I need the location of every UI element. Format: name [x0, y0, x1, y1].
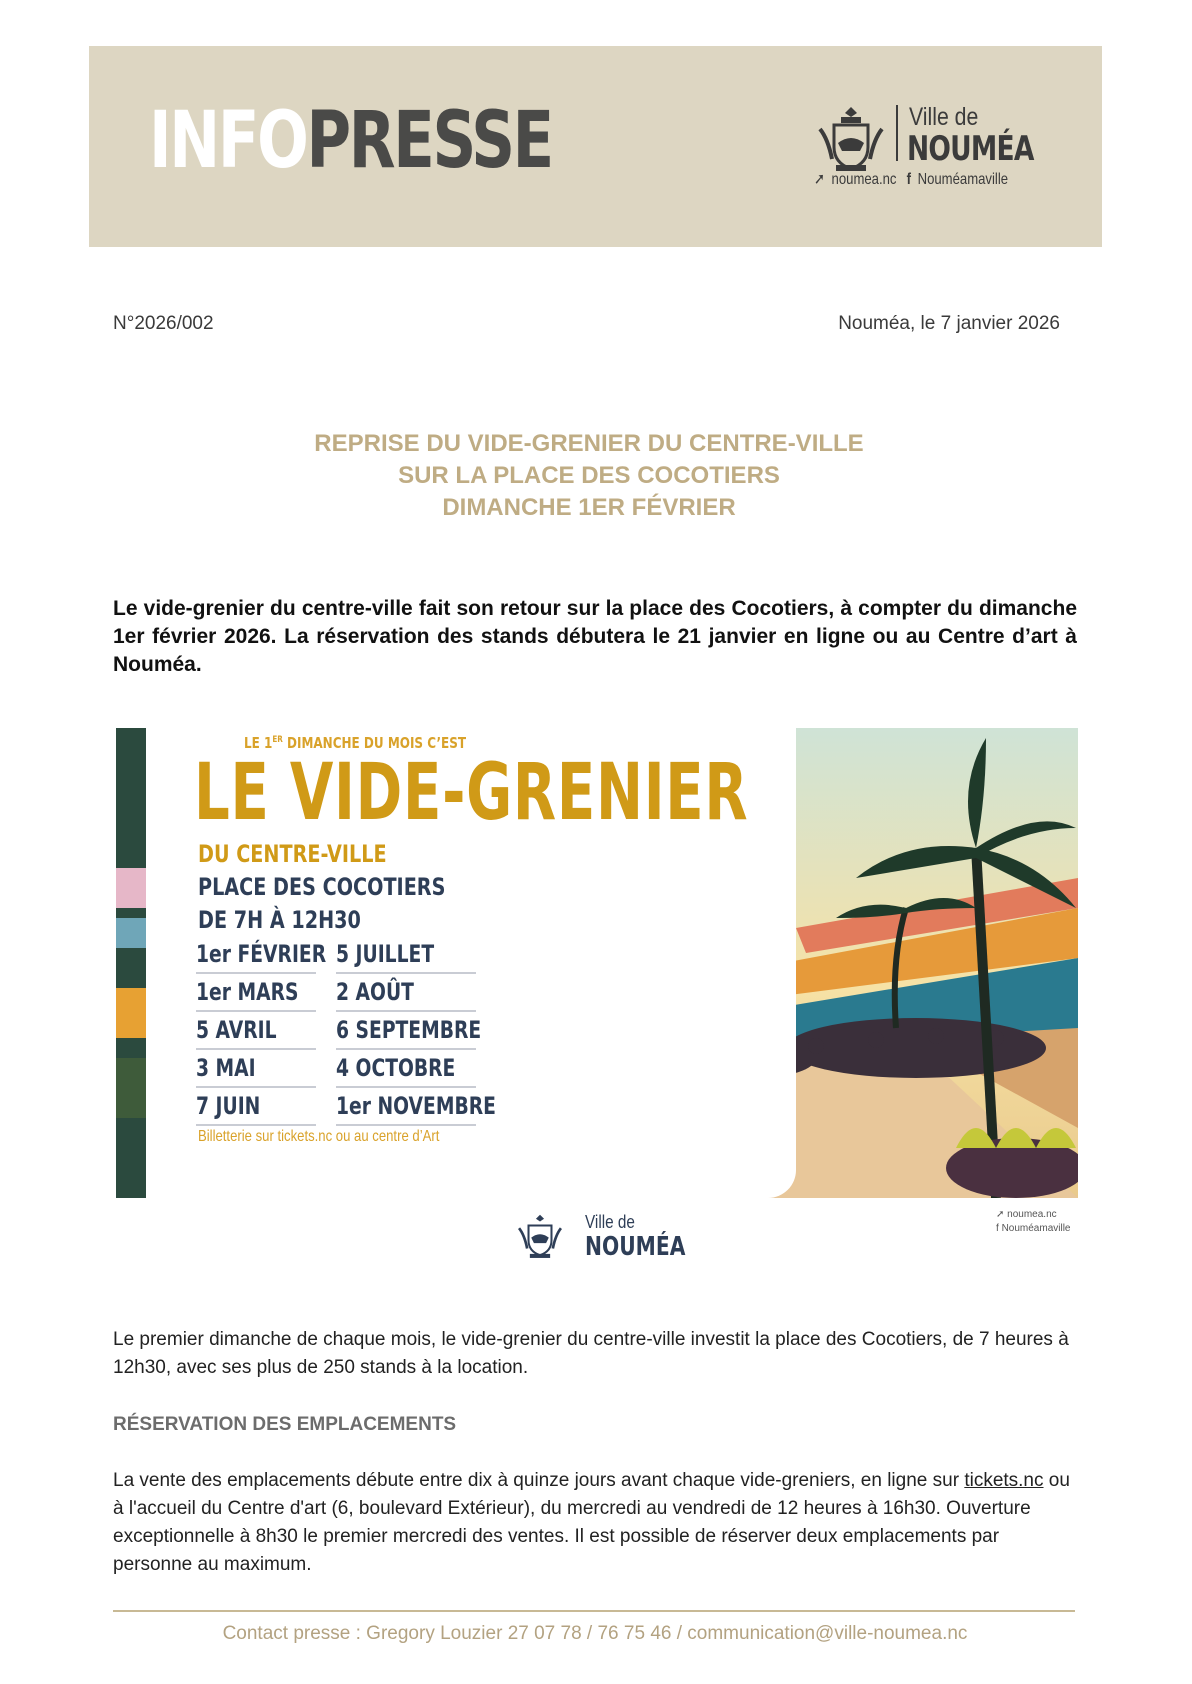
press-release-number: N°2026/002	[113, 313, 214, 334]
vide-grenier-poster	[116, 728, 1078, 1198]
logo-ville-de: Ville de	[909, 103, 979, 131]
title-line-1: REPRISE DU VIDE-GRENIER DU CENTRE-VILLE	[314, 430, 864, 457]
web-arrow-icon: ➚	[814, 171, 825, 188]
dates-row	[196, 978, 486, 1016]
press-release-title	[113, 428, 1065, 524]
brand-info: INFO	[149, 96, 307, 186]
poster-footer-web: ➚ noumea.nc	[996, 1209, 1057, 1220]
dates-row	[196, 940, 486, 978]
press-contact: Contact presse : Gregory Louzier 27 07 78 / 76 75 46 / communication@ville-noumea.nc	[222, 1623, 968, 1644]
poster-billetterie: Billetterie sur tickets.nc ou au centre d’Art	[198, 1128, 440, 1145]
info-presse-wordmark	[149, 96, 552, 186]
poster-dates-grid	[196, 940, 496, 1130]
poster-footer-ville: Ville de	[585, 1212, 635, 1232]
brand-presse: PRESSE	[306, 96, 552, 186]
title-line-2: SUR LA PLACE DES COCOTIERS	[398, 462, 780, 489]
p2-text-before: La vente des emplacements débute entre dix à quinze jours avant chaque vide-greniers, en ligne sur	[113, 1470, 965, 1491]
dates-row	[196, 1092, 496, 1130]
date-cell: 7 JUIN	[196, 1092, 316, 1126]
date-cell: 1er NOVEMBRE	[336, 1092, 476, 1126]
poster-footer-logo	[515, 1212, 705, 1266]
date-cell: 1er MARS	[196, 978, 316, 1012]
poster-subtitle-centre-ville: DU CENTRE-VILLE	[198, 840, 387, 868]
p2-text-after: ou à l'accueil du Centre d'art (6, boulevard Extérieur), du mercredi au vendredi de 12 heures à 16h30. Ouverture exceptionnelle à 8h30 le premier mercredi des ventes. Il est possible de réserver deux emplacements par personne au maximum.	[113, 1470, 1070, 1575]
date-cell: 2 AOÛT	[336, 978, 476, 1012]
date-cell: 6 SEPTEMBRE	[336, 1016, 476, 1050]
footer-divider	[113, 1610, 1075, 1612]
poster-hours: DE 7H À 12H30	[198, 906, 361, 934]
date-cell: 3 MAI	[196, 1054, 316, 1088]
poster-footer-noumea: NOUMÉA	[585, 1232, 686, 1262]
facebook-icon: f	[906, 171, 912, 188]
dates-row	[196, 1054, 486, 1092]
press-release-date: Nouméa, le 7 janvier 2026	[838, 313, 1060, 334]
poster-kicker-sup: ER	[272, 735, 283, 745]
logo-facebook-link[interactable]: Nouméamaville	[917, 171, 1009, 188]
header-banner	[89, 46, 1102, 247]
ville-de-noumea-logo	[814, 101, 1084, 191]
section-heading-reservation: RÉSERVATION DES EMPLACEMENTS	[113, 1414, 457, 1435]
logo-separator	[896, 105, 898, 161]
poster-kicker-suffix: DIMANCHE DU MOIS C’EST	[282, 734, 467, 752]
title-line-3: DIMANCHE 1ER FÉVRIER	[442, 494, 736, 521]
date-cell: 5 JUILLET	[336, 940, 476, 974]
lead-paragraph: Le vide-grenier du centre-ville fait son retour sur la place des Cocotiers, à compter du dimanche 1er février 2026. La réservation des stands débutera le 21 janvier en ligne ou au Centre d’art à Nouméa.	[113, 597, 1077, 676]
date-cell: 4 OCTOBRE	[336, 1054, 476, 1088]
poster-footer-social	[996, 1208, 1070, 1236]
dates-row	[196, 1016, 486, 1054]
poster-footer-fb: f Nouméamaville	[996, 1223, 1071, 1234]
poster-text-card	[146, 728, 796, 1198]
body-paragraph-2	[113, 1467, 1077, 1579]
logo-social-links	[814, 169, 1015, 189]
poster-location: PLACE DES COCOTIERS	[198, 873, 446, 901]
poster-headline: LE VIDE-GRENIER	[194, 748, 749, 838]
logo-noumea: NOUMÉA	[907, 129, 1034, 169]
logo-web-link[interactable]: noumea.nc	[831, 171, 897, 188]
poster-kicker-prefix: LE 1	[244, 734, 273, 752]
noumea-crest-icon	[515, 1212, 565, 1262]
noumea-crest-icon	[814, 103, 888, 177]
date-cell: 5 AVRIL	[196, 1016, 316, 1050]
tickets-link[interactable]: tickets.nc	[964, 1470, 1044, 1491]
body-paragraph-1: Le premier dimanche de chaque mois, le vide-grenier du centre-ville investit la place des Cocotiers, de 7 heures à 12h30, avec ses plus de 250 stands à la location.	[113, 1329, 1069, 1378]
date-cell: 1er FÉVRIER	[196, 940, 316, 974]
